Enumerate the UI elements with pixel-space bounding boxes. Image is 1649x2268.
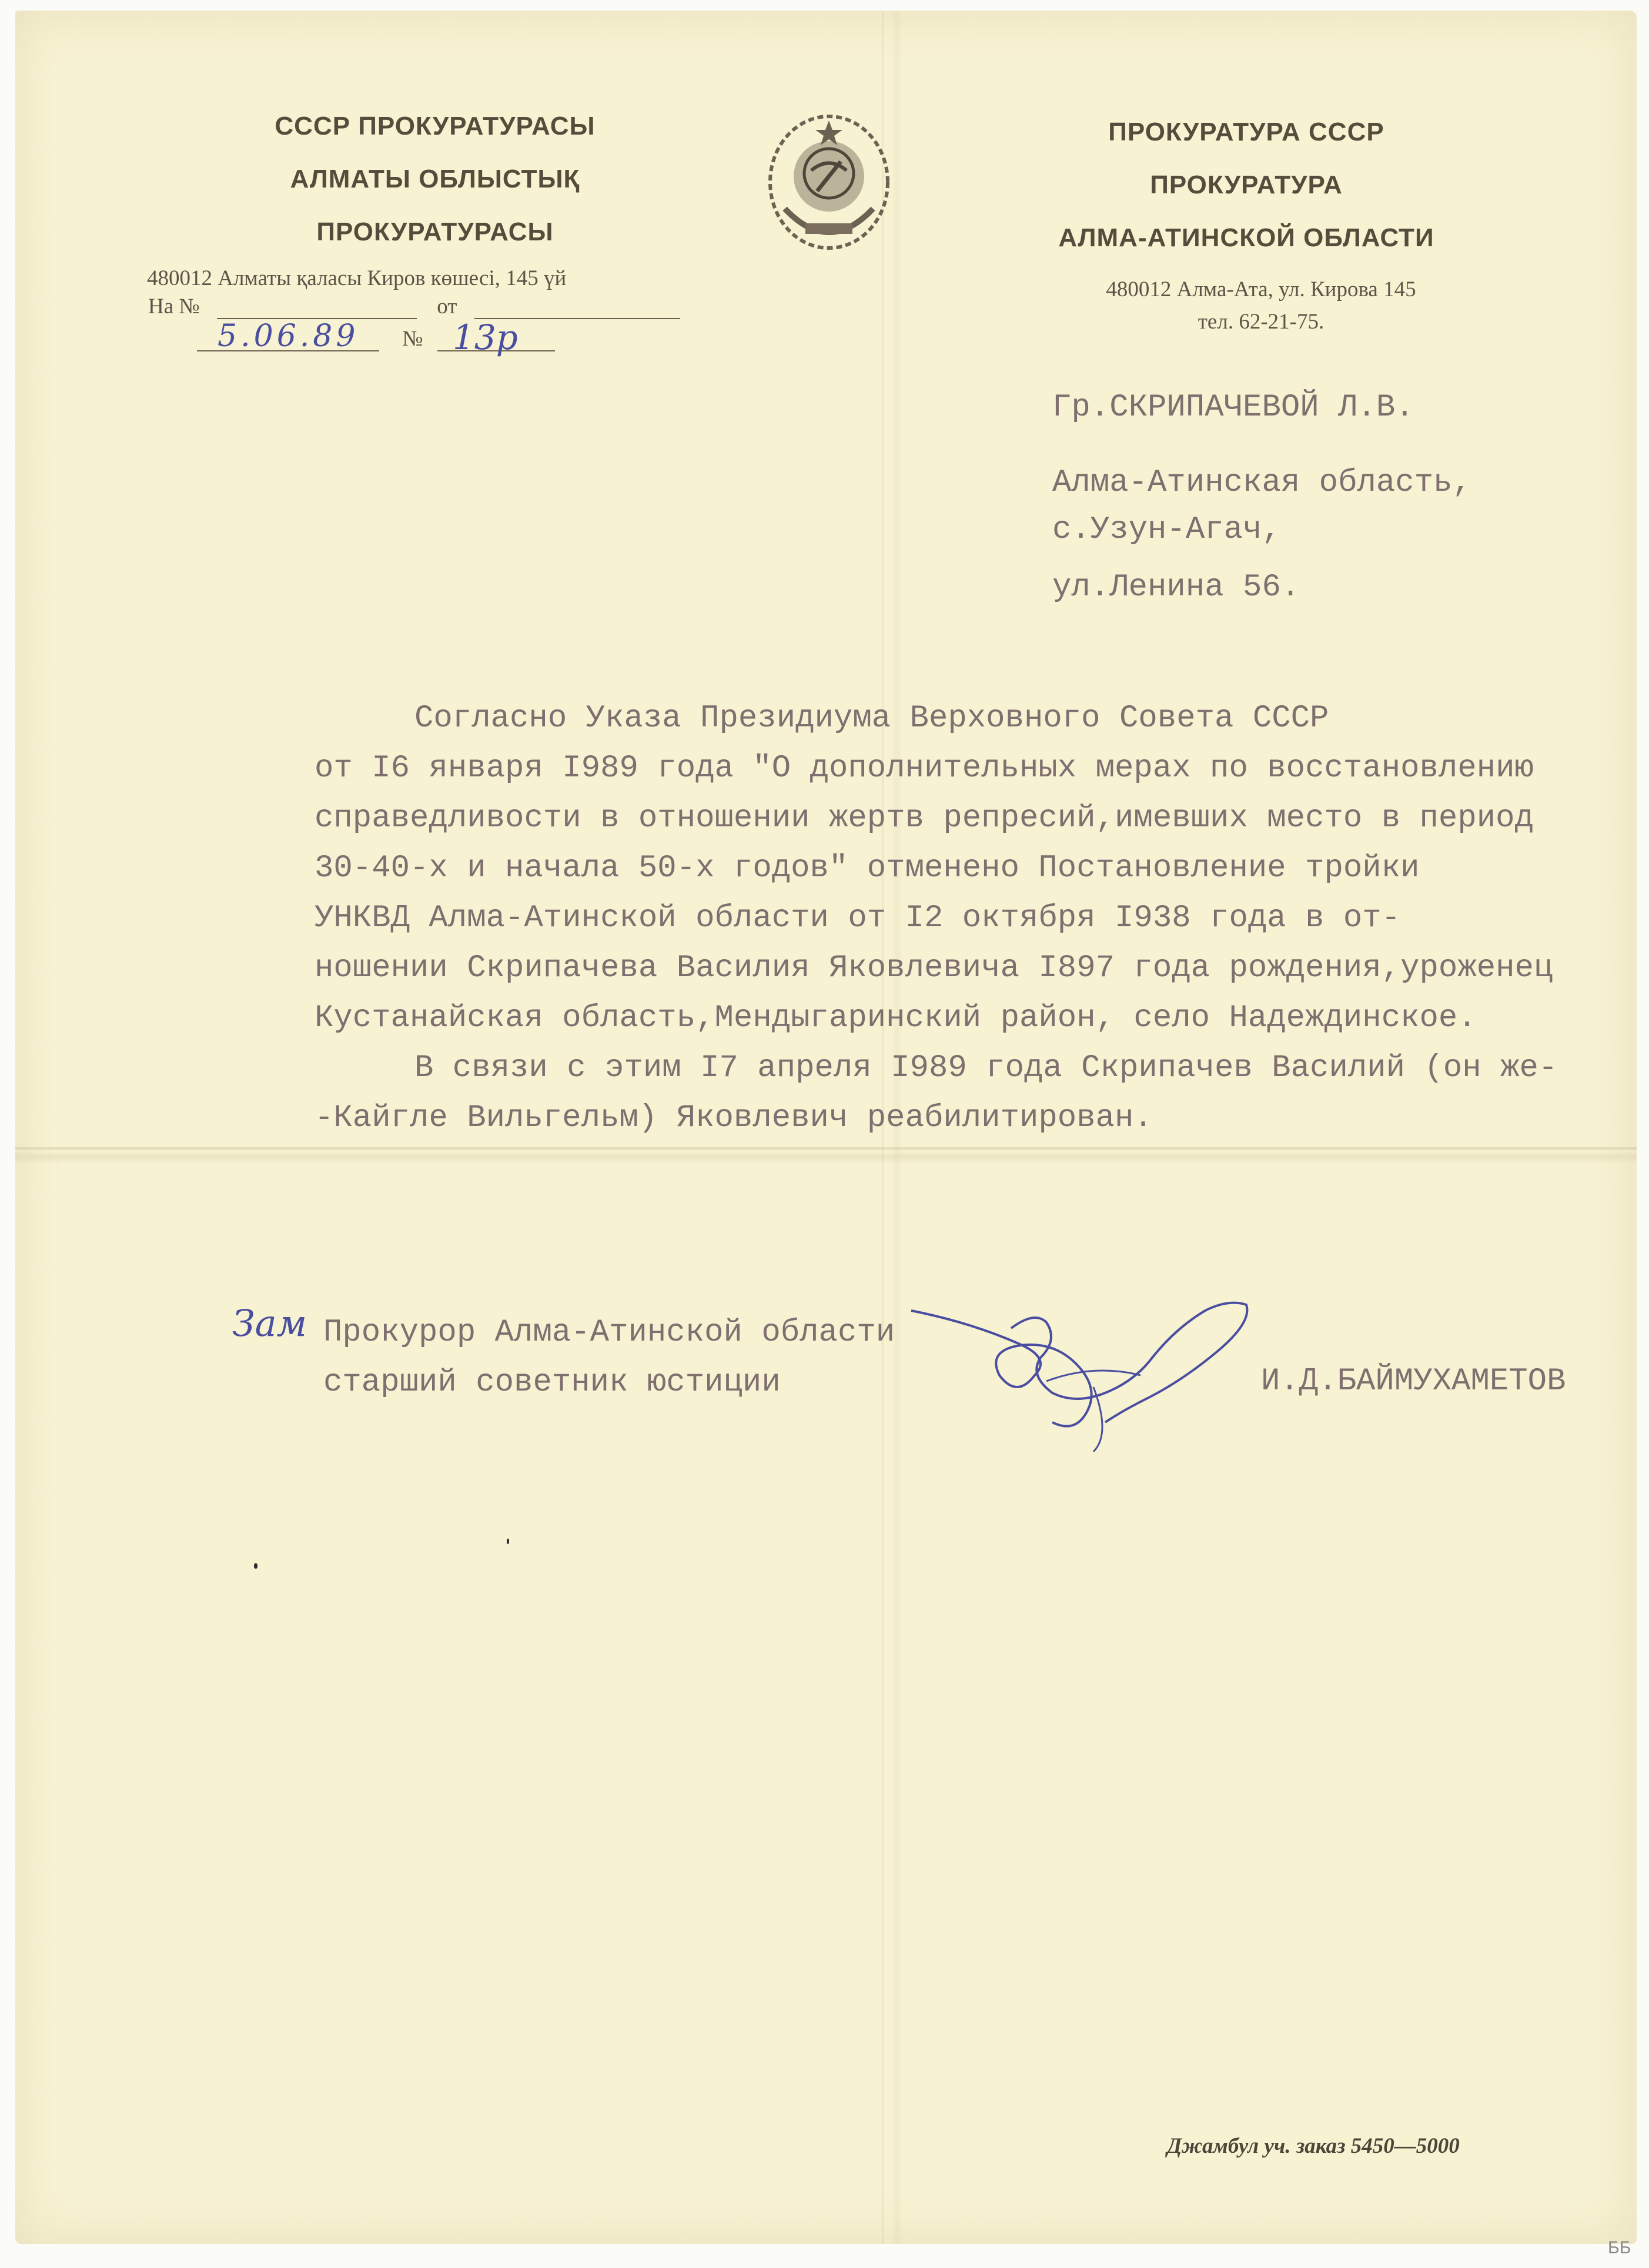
letterhead-left: [176, 100, 694, 259]
handwritten-zam: Зам: [232, 1302, 307, 1345]
fold-crease-horizontal: [15, 1147, 1637, 1150]
handwritten-date: 5.06.89: [218, 319, 359, 354]
signatory-title: [323, 1308, 895, 1408]
signatory-name: И.Д.БАЙМУХАМЕТОВ: [1261, 1364, 1566, 1399]
letterhead-right-line: АЛМА-АТИНСКОЙ ОБЛАСТИ: [1058, 223, 1434, 252]
body-line: 30-40-х и начала 50-х годов" отменено Постановление тройки: [315, 850, 1420, 886]
body-line: В связи с этим I7 апреля I989 года Скрипачев Василий (он же-: [414, 1050, 1558, 1086]
reference-row: [148, 294, 680, 319]
handwritten-number: 13р: [453, 317, 518, 357]
recipient-name: Гр.СКРИПАЧЕВОЙ Л.В.: [1052, 390, 1414, 426]
address-right-line: 480012 Алма-Ата, ул. Кирова 145: [1106, 277, 1416, 301]
letterhead-right-line: ПРОКУРАТУРА СССР: [1108, 118, 1384, 146]
ink-speck: [507, 1539, 509, 1544]
ref-on-label: На №: [148, 294, 200, 319]
corner-mark: ББ: [1608, 2238, 1631, 2257]
body-line: ношении Скрипачева Василия Яковлевича I897 года рождения,уроженец: [315, 950, 1553, 986]
ink-speck: [254, 1563, 257, 1569]
address-right: [1061, 273, 1461, 338]
body-line: Согласно Указа Президиума Верховного Совета СССР: [414, 701, 1329, 736]
body-line: -Кайгле Вильгельм) Яковлевич реабилитирован.: [315, 1100, 1153, 1136]
recipient-block: [1052, 379, 1471, 617]
ref-from-label: от: [437, 294, 457, 319]
letterhead-left-line: АЛМАТЫ ОБЛЫСТЫҚ: [290, 165, 580, 193]
letter-body: [315, 694, 1596, 1143]
address-left: 480012 Алматы қаласы Киров көшесі, 145 үй: [147, 266, 567, 290]
body-line: от I6 января I989 года "О дополнительных мерах по восстановлению: [315, 751, 1534, 786]
ref-from-blank: [474, 299, 680, 319]
signatory-title-line: Прокурор Алма-Атинской области: [323, 1315, 895, 1351]
letterhead-left-line: СССР ПРОКУРАТУРАСЫ: [275, 112, 596, 140]
letterhead-right: [964, 106, 1528, 264]
letterhead-left-line: ПРОКУРАТУРАСЫ: [316, 217, 554, 246]
recipient-line: Алма-Атинская область,: [1052, 465, 1471, 501]
recipient-line: ул.Ленина 56.: [1052, 569, 1300, 605]
printer-imprint: Джамбул уч. заказ 5450—5000: [1167, 2134, 1460, 2158]
body-line: Кустанайская область,Мендыгаринский район, село Надеждинское.: [315, 1000, 1477, 1036]
ussr-emblem: [761, 109, 897, 259]
signatory-title-line: старший советник юстиции: [323, 1365, 781, 1401]
letterhead-right-line: ПРОКУРАТУРА: [1150, 170, 1343, 199]
ref-number-label: №: [402, 327, 423, 351]
ref-on-blank: [217, 299, 417, 319]
handwritten-signature: [899, 1287, 1276, 1458]
phone-line: тел. 62-21-75.: [1198, 310, 1324, 334]
body-line: УНКВД Алма-Атинской области от I2 октября I938 года в от-: [315, 900, 1401, 936]
recipient-line: с.Узун-Агач,: [1052, 512, 1281, 548]
body-line: справедливости в отношении жертв репресий,имевших место в период: [315, 800, 1534, 836]
